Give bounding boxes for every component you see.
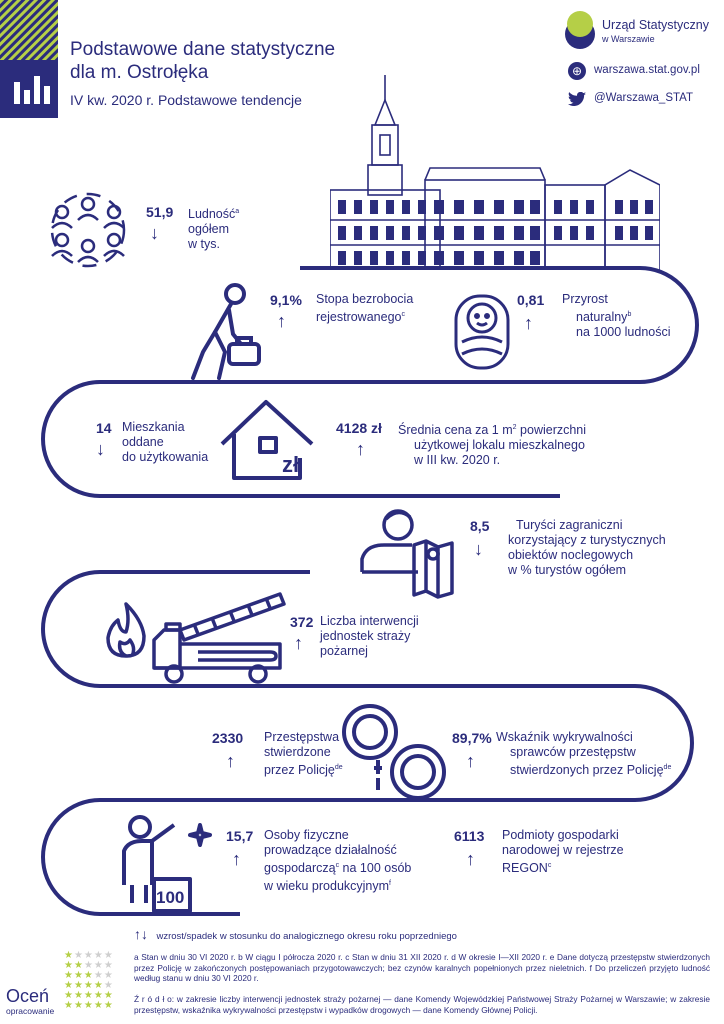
- org-logo: [560, 10, 720, 56]
- trend-up-icon: ↑: [226, 751, 235, 771]
- regon-value: 6113: [454, 828, 485, 844]
- baby-icon: [450, 292, 514, 372]
- trend-up-icon: ↑: [466, 849, 475, 869]
- natural-growth-value: 0,81: [517, 292, 545, 308]
- rate-label: Oceń: [6, 986, 50, 1006]
- fire-label: Liczba interwencji jednostek straży pożarnej: [320, 614, 419, 658]
- legend: [134, 926, 457, 944]
- business-value: 15,7: [226, 828, 254, 844]
- page-subtitle: IV kw. 2020 r. Podstawowe tendencje: [70, 92, 302, 108]
- detection-value: 89,7%: [452, 730, 492, 746]
- trend-down-icon: ↓: [96, 439, 105, 459]
- trend-up-icon: ↑: [524, 313, 533, 333]
- star-row-1[interactable]: ★★★★★: [64, 950, 114, 961]
- globe-icon: ⊕: [568, 62, 586, 80]
- website-text: warszawa.stat.gov.pl: [594, 64, 700, 76]
- star-row-4[interactable]: ★★★★★: [64, 980, 114, 991]
- crimes-value: 2330: [212, 730, 244, 746]
- legend-text: wzrost/spadek w stosunku do analogicznego okresu roku poprzedniego: [156, 931, 457, 942]
- fire-icon: [104, 600, 150, 660]
- org-emblem-icon: [560, 10, 600, 50]
- org-name: Urząd Statystyczny: [602, 18, 709, 32]
- title-line-1: Podstawowe dane statystyczne: [70, 39, 336, 60]
- fire-value: 372: [290, 614, 314, 630]
- trend-up-icon: ↑: [277, 311, 286, 331]
- tourists-label: Turyści zagraniczni korzystający z turystycznych obiektów noclegowych w % turystów ogółem: [508, 518, 666, 577]
- footnotes: a Stan w dniu 30 VI 2020 r. b W ciągu I półrocza 2020 r. c Stan w dniu 31 XII 2020 r. d W okresie I—XII 2020 r. e Dane dotyczą przestępstw stwierdzonych przez Policję w zakończonych postępowaniach przygotowawczych; bez czynów karalnych popełnionych przez nieletnich. f Do przeliczeń przyjęto ludność według stanu w dniu 30 VI 2020 r.: [134, 952, 710, 983]
- unemployment-value: 9,1%: [270, 292, 302, 308]
- rate-sublabel: opracowanie: [6, 1006, 55, 1016]
- tourist-map-icon: [358, 505, 458, 600]
- star-row-3[interactable]: ★★★★★: [64, 970, 114, 981]
- twitter-text: @Warszawa_STAT: [594, 92, 694, 104]
- trend-down-icon: ↓: [474, 539, 483, 559]
- fire-truck-icon: [150, 590, 290, 685]
- star-row-6[interactable]: ★★★★★: [64, 1000, 114, 1011]
- price-value: 4128 zł: [336, 420, 382, 436]
- house-icon: [218, 398, 318, 484]
- handcuffs-icon: [338, 698, 448, 808]
- star-row-5[interactable]: ★★★★★: [64, 990, 114, 1001]
- page-title: [70, 38, 335, 84]
- trend-down-icon: ↓: [150, 223, 159, 243]
- currency-icon: zł: [282, 452, 300, 477]
- regon-label: Podmioty gospodarki narodowej w rejestrze REGON$^c$: [502, 828, 624, 876]
- title-line-2: dla m. Ostrołęka: [70, 62, 209, 83]
- legend-arrows-icon: ↑↓: [134, 926, 148, 942]
- population-label: Ludność$^a$ ogółem w tys.: [188, 207, 240, 252]
- star-row-2[interactable]: ★★★★★: [64, 960, 114, 971]
- org-subname: w Warszawie: [602, 34, 655, 44]
- dwellings-label: Mieszkania oddane do użytkowania: [122, 420, 209, 464]
- business-label: Osoby fizyczne prowadzące działalność gospodarczą$^c$ na 100 osób w wieku produkcyjnym$^f$: [264, 828, 412, 894]
- logo-block: [0, 0, 58, 118]
- population-value: 51,9: [146, 204, 174, 220]
- rating-widget[interactable]: [64, 951, 128, 1011]
- people-group-icon: [42, 190, 134, 270]
- job-seeker-icon: [185, 282, 270, 382]
- unemployment-label: Stopa bezrobocia rejestrowanego$^c$: [316, 292, 414, 325]
- crimes-label: Przestępstwa stwierdzone przez Policję$^{de}$: [264, 730, 343, 778]
- trend-up-icon: ↑: [232, 849, 241, 869]
- hundred-badge: 100: [156, 888, 185, 907]
- trend-up-icon: ↑: [356, 439, 365, 459]
- town-hall-illustration: [330, 70, 660, 270]
- source-note: Ź r ó d ł o: w zakresie liczby interwencji jednostek straży pożarnej — dane Komendy Wojewódzkiej Państwowej Straży Pożarnej w Warszawie; w zakresie przestępstw, wskaźnika wykrywalności przestępstw i wypadków drogowych — dane Komendy Głównej Policji.: [134, 994, 710, 1015]
- chart-logo-icon: [0, 0, 58, 118]
- tourists-value: 8,5: [470, 518, 490, 534]
- dwellings-value: 14: [96, 420, 112, 436]
- trend-up-icon: ↑: [294, 633, 303, 653]
- trend-up-icon: ↑: [466, 751, 475, 771]
- price-label: Średnia cena za 1 $m^2$ powierzchni użytkowej lokalu mieszkalnego w III kw. 2020 r.: [398, 423, 587, 468]
- detection-label: Wskaźnik wykrywalności sprawców przestępstw stwierdzonych przez Policję$^{de}$: [496, 730, 672, 778]
- natural-growth-label: Przyrost naturalny$^b$ na 1000 ludności: [562, 292, 671, 340]
